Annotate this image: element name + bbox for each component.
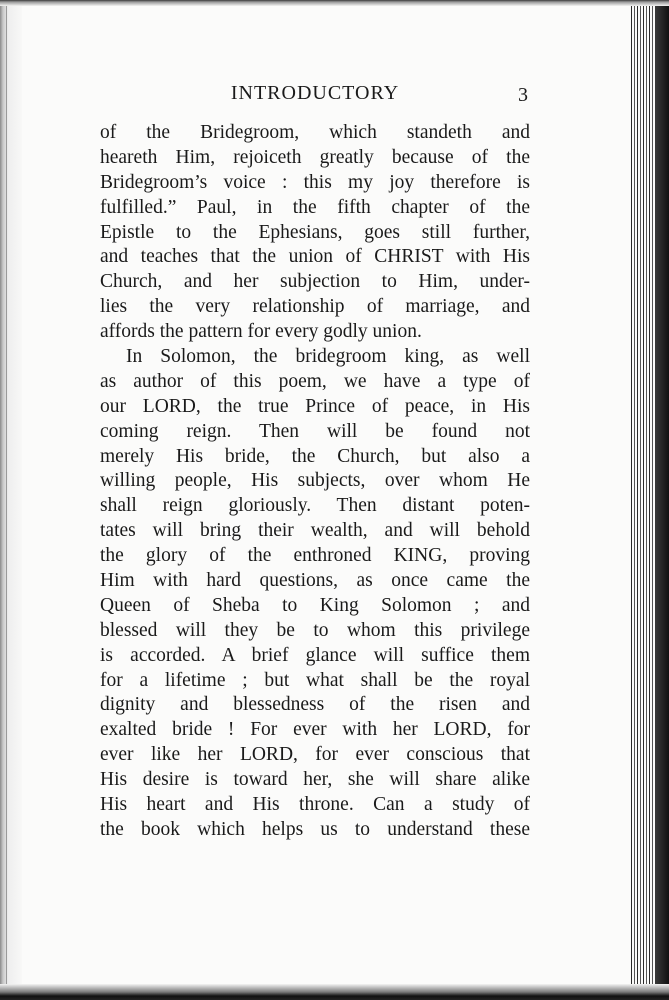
- top-edge: [0, 0, 669, 6]
- paragraph-start-line: In Solomon, the bridegroom king, as well: [126, 346, 530, 368]
- text-line: the book which helps us to understand these: [100, 818, 530, 840]
- text-line: His desire is toward her, she will share alike: [100, 769, 530, 791]
- book-page: [100, 78, 530, 843]
- text-line: ever like her LORD, for ever conscious that: [100, 744, 530, 766]
- bottom-edge: [0, 984, 669, 1000]
- text-line: tates will bring their wealth, and will behold: [100, 520, 530, 542]
- text-line: blessed will they be to whom this privilege: [100, 619, 530, 641]
- text-line: and teaches that the union of CHRIST with His: [100, 246, 530, 268]
- binding-gutter: [0, 0, 22, 1000]
- text-line: Him with hard questions, as once came the: [100, 570, 530, 592]
- text-line: merely His bride, the Church, but also a: [100, 445, 530, 467]
- text-line: Queen of Sheba to King Solomon ; and: [100, 594, 530, 616]
- text-line: willing people, His subjects, over whom He: [100, 470, 530, 492]
- text-line: shall reign gloriously. Then distant poten-: [100, 495, 530, 517]
- text-line: our LORD, the true Prince of peace, in His: [100, 395, 530, 417]
- text-line: exalted bride ! For ever with her LORD, for: [100, 719, 530, 741]
- text-line: for a lifetime ; but what shall be the royal: [100, 669, 530, 691]
- text-line: Epistle to the Ephesians, goes still further,: [100, 221, 530, 243]
- running-head: [100, 78, 530, 112]
- page-edge-shadow: [655, 0, 669, 1000]
- text-line: the glory of the enthroned KING, proving: [100, 545, 530, 567]
- text-line: affords the pattern for every godly union.: [100, 321, 422, 343]
- page-number: 3: [518, 84, 528, 106]
- running-title: INTRODUCTORY: [230, 82, 400, 104]
- text-line: His heart and His throne. Can a study of: [100, 794, 530, 816]
- text-line: dignity and blessedness of the risen and: [100, 694, 530, 716]
- text-line: lies the very relationship of marriage, and: [100, 296, 530, 318]
- text-line: Church, and her subjection to Him, under-: [100, 271, 530, 293]
- body-text: [100, 121, 530, 843]
- text-line: coming reign. Then will be found not: [100, 420, 530, 442]
- text-line: is accorded. A brief glance will suffice them: [100, 644, 530, 666]
- text-line: of the Bridegroom, which standeth and: [100, 122, 530, 143]
- text-line: fulfilled.” Paul, in the fifth chapter of the: [100, 196, 530, 218]
- text-line: as author of this poem, we have a type of: [100, 370, 530, 392]
- text-line: Bridegroom’s voice : this my joy therefore is: [100, 171, 530, 193]
- text-line: heareth Him, rejoiceth greatly because of the: [100, 146, 530, 168]
